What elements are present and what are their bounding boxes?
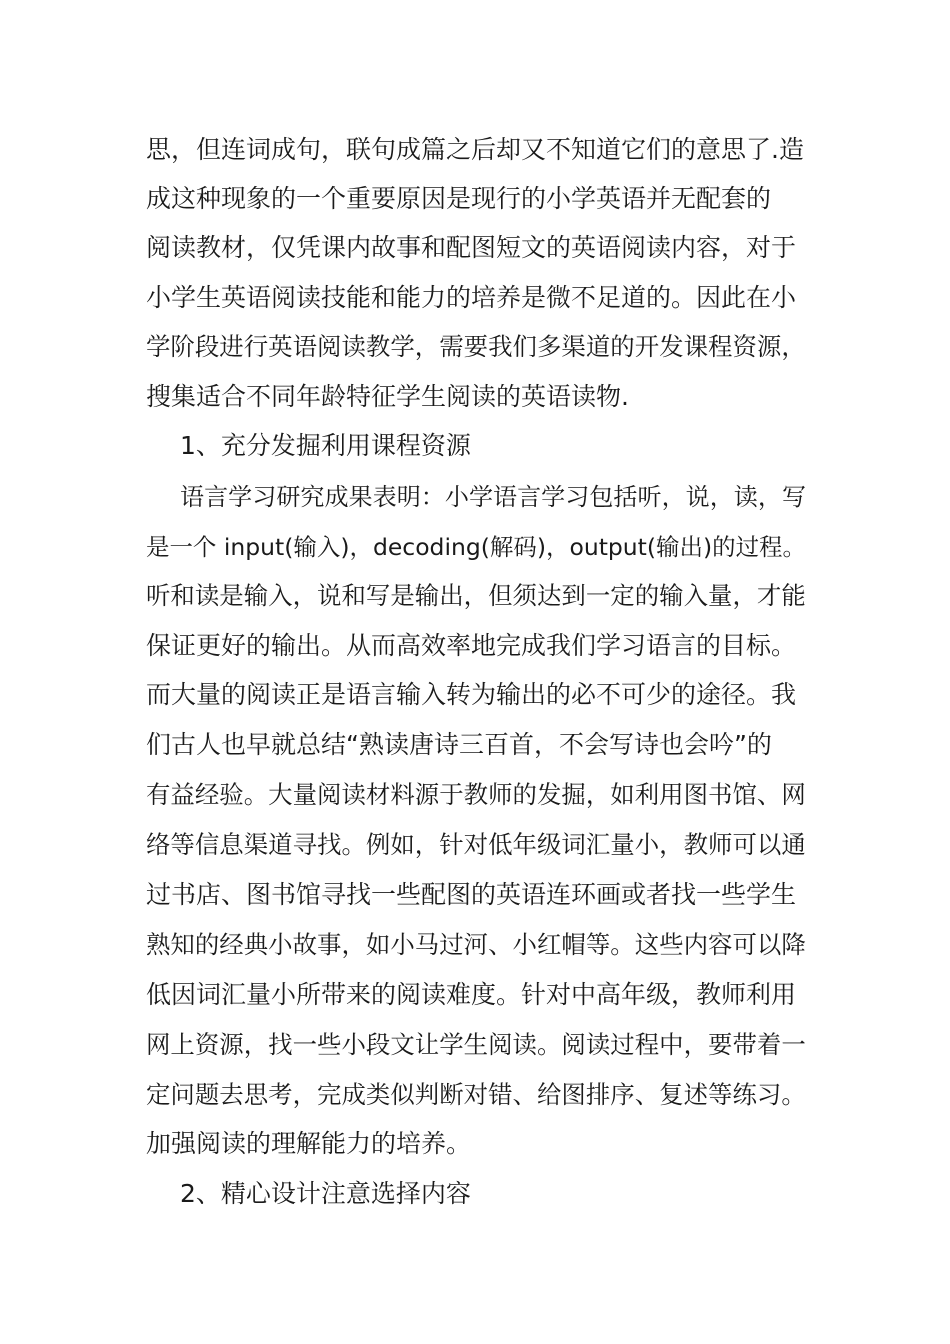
text-line: 络等信息渠道寻找。例如，针对低年级词汇量小，教师可以通 [146, 830, 806, 859]
text-line: 阅读教材，仅凭课内故事和配图短文的英语阅读内容，对于 [146, 233, 797, 262]
text-line: 过书店、图书馆寻找一些配图的英语连环画或者找一些学生 [146, 880, 797, 909]
text-line: 熟知的经典小故事，如小马过河、小红帽等。这些内容可以降 [146, 930, 806, 959]
section-heading: 1、充分发掘利用课程资源 [180, 431, 471, 460]
text-line: 而大量的阅读正是语言输入转为输出的必不可少的途径。我 [146, 680, 797, 709]
text-line: 们古人也早就总结“熟读唐诗三百首，不会写诗也会吟”的 [146, 730, 772, 759]
text-line: 小学生英语阅读技能和能力的培养是微不足道的。因此在小 [146, 283, 797, 312]
text-line: 语言学习研究成果表明：小学语言学习包括听，说，读，写 [180, 483, 807, 511]
text-line: 有益经验。大量阅读材料源于教师的发掘，如利用图书馆、网 [146, 780, 806, 809]
text-line: 保证更好的输出。从而高效率地完成我们学习语言的目标。 [146, 631, 797, 660]
text-line: 低因词汇量小所带来的阅读难度。针对中高年级，教师利用 [146, 980, 797, 1009]
text-line: 成这种现象的一个重要原因是现行的小学英语并无配套的 [146, 184, 772, 213]
text-line: 搜集适合不同年龄特征学生阅读的英语读物. [146, 382, 629, 411]
text-line: 定问题去思考，完成类似判断对错、给图排序、复述等练习。 [146, 1080, 806, 1109]
text-line: 学阶段进行英语阅读教学，需要我们多渠道的开发课程资源， [146, 332, 806, 361]
text-line: 思，但连词成句，联句成篇之后却又不知道它们的意思了.造 [146, 135, 804, 164]
text-line: 加强阅读的理解能力的培养。 [146, 1129, 472, 1158]
section-heading: 2、精心设计注意选择内容 [180, 1179, 471, 1208]
text-line: 是一个 input(输入)，decoding(解码)，output(输出)的过程。 [146, 533, 806, 561]
text-line: 网上资源，找一些小段文让学生阅读。阅读过程中，要带着一 [146, 1030, 806, 1059]
text-line: 听和读是输入，说和写是输出，但须达到一定的输入量，才能 [146, 581, 806, 610]
